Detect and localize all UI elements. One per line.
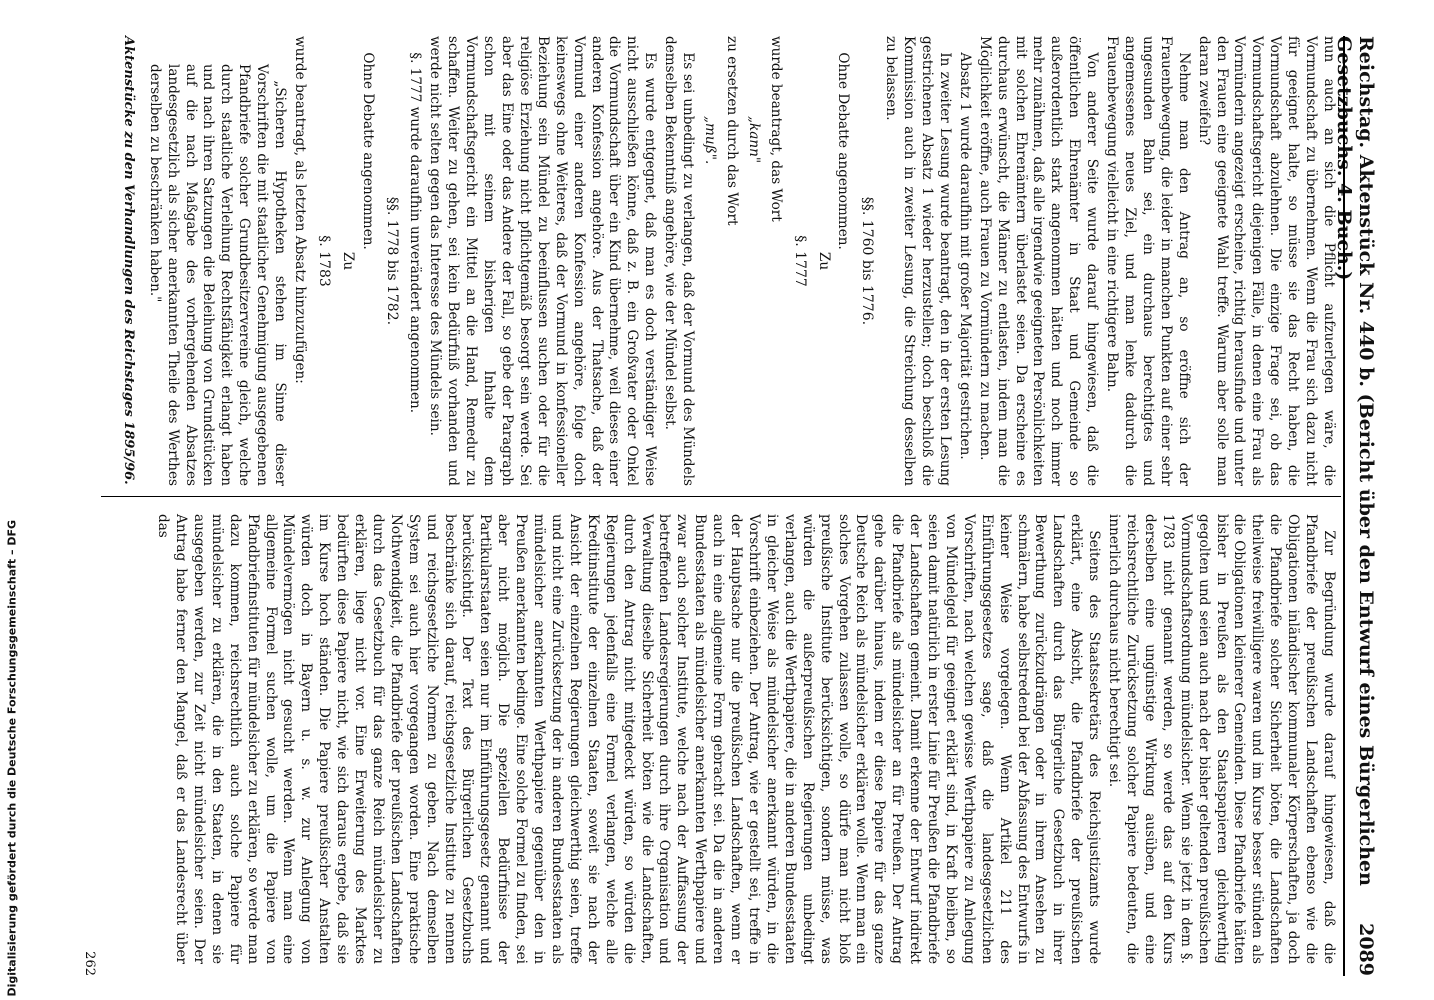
paragraph: Ohne Debatte angenommen. <box>835 52 852 250</box>
page-header <box>1333 36 1385 976</box>
section-heading: §. 1783 <box>315 235 332 287</box>
header-rule <box>1343 36 1345 976</box>
rotated-page-content <box>45 36 1385 976</box>
paragraph: Absatz 1 wurde daraufhin mit großer Majorität gestrichen. <box>956 52 973 460</box>
paragraph: Es wurde entgegnet, daß man es doch verständiger Weise nicht ausschließen könne, daß z. B. ein Großvater oder Onkel die Vormundschaft über ein Kind übernehme, weil dieses einer anderen Konfession angehöre. Aus der Thatsache, daß der Vormund einer anderen Konfession angehöre, folge doch keineswegs ohne Weiteres, daß der Vormund in konfessioneller Beziehung sein Mündel zu beeinflussen suchen oder für die religiöse Erziehung nicht pflichtgemäß besorgt sein werde. Sei aber das Eine oder das Andere der Fall, so gebe der Paragraph schon mit seinem bisherigen Inhalte dem Vormundschaftsgericht ein Mittel an die Hand, Remedur zu schaffen. Weiter zu gehen, sei kein Bedürfniß vorhanden und werde nicht selten gegen das Interesse des Mündels sein. <box>427 36 659 486</box>
paragraph: Nehme man den Antrag an, so eröffne sich der Frauenbewegung, die leider in manchen Punkten auf einer sehr ungesunden Bahn sei, ein durchaus berechtigtes und angemessenes neues Ziel, und man lenke dadurch die Frauenbewegung vielleicht in eine richtigere Bahn. <box>1104 36 1192 486</box>
paragraph: Ohne Debatte angenommen. <box>359 52 376 250</box>
section-heading: §§. 1760 bis 1776. <box>859 196 876 326</box>
paragraph: Zur Begründung wurde darauf hingewiesen, daß die Pfandbriefe der preußischen Landschaften ebenso wie die Obligationen inländischer kommunaler Körperschaften, ja doch die Pfandbriefe solcher Sicherheit böten, die Landschaften theilweise freiwilligere waren und im Kurse besser stünden als die Obligationen kleinerer Gemeinden. Diese Pfandbriefe hätten bisher in Preußen als den Staatspapieren gleichwerthig gegolten und seien auch nach der bisher geltenden preußischen Vormundschaftsordnung mündelsicher. Wenn sie jetzt in dem §. 1783 nicht genannt werden, so werde das auf den Kurs derselben eine ungünstige Wirkung ausüben, und eine reichsrechtliche Zurücksetzung solcher Papiere bedeuten, die innerlich durchaus nicht berechtigt sei. <box>1106 514 1337 964</box>
paragraph: wurde beantragt, als letzten Absatz hinzuzufügen: <box>291 36 308 384</box>
quoted-amendment: „Sicheren Hypotheken stehen im Sinne dieser Vorschriften die mit staatlicher Genehmigung ausgegebenen Pfandbriefe solcher Grundbesitzervereine gleich, welche durch staatliche Verleihung Rechtsfähigkeit erlangt haben und nach ihren Satzungen die Beleihung von Grundstücken auf die nach Maßgabe des vorhergehenden Absatzes landesgesetzlich als sicher anerkannten Theile des Werthes derselben zu beschränken haben." <box>146 64 289 486</box>
document-footer: Aktenstücke zu den Verhandlungen des Reichstages 1895/96. <box>120 36 136 485</box>
paragraph: In zweiter Lesung wurde beantragt, den in der ersten Lesung gestrichenen Absatz 1 wieder herzustellen; doch beschloß die Kommission auch in zweiter Lesung, die Streichung desselben zu belassen. <box>883 36 953 486</box>
header-title: Reichstag. Aktenstück Nr. 440 b. (Bericht über den Entwurf eines Bürgerlichen Gesetzbuchs. 4. Buch.) <box>1333 36 1377 886</box>
right-column <box>151 514 1337 964</box>
section-heading: §. 1777 <box>791 235 808 287</box>
paragraph: zu ersetzen durch das Wort <box>723 36 740 226</box>
section-prefix: Zu <box>815 251 832 271</box>
section-prefix: Zu <box>339 251 356 271</box>
quoted-word: „kann" <box>745 116 762 164</box>
footer-page-number: 262 <box>82 951 97 976</box>
paragraph: Seitens des Staatssekretärs des Reichsjustizamts wurde erklärt, eine Absicht, die Pfandbriefe der preußischen Landschaften durch das Bürgerliche Gesetzbuch in ihrer Bewerthung zurückzudrängen oder in ihrem Ansehen zu schmälern, habe selbstredend bei der Abfassung des Entwurfs in keiner Weise vorgelegen. Wenn Artikel 211 des Einführungsgesetzes sage, daß die landesgesetzlichen Vorschriften, nach welchen gewisse Werthpapiere zu Anlegung von Mündelgeld für geeignet erklärt sind, in Kraft bleiben, so seien damit natürlich in erster Linie für Preußen die Pfandbriefe der Landschaften gemeint. Damit erkenne der Entwurf indirekt die Pfandbriefe als mündelsicher an für Preußen. Der Antrag gehe darüber hinaus, indem er diese Papiere für das ganze Deutsche Reich als mündelsicher erklären wolle. Wenn man ein solches Vorgehen zulassen wolle, so dürfe man nicht bloß preußische Institute berücksichtigen, sondern müsse, was würden die außerpreußischen Regierungen unbedingt verlangen, auch die Werthpapiere, die in anderen Bundesstaaten in gleicher Weise als mündelsicher anerkannt würden, in die Vorschrift einbeziehen. Der Antrag, wie er gestellt sei, treffe in der Hauptsache nur die preußischen Landschaften, wenn er auch in eine allgemeine Form gebracht sei. Da die in anderen Bundesstaaten als mündelsicher anerkannten Werthpapiere und zwar auch solcher Institute, welche nach der Auffassung der betreffenden Landesregierungen durch ihre Organisation und Verwaltung dieselbe Sicherheit böten wie die Landschaften, durch den Antrag nicht mitgedeckt würden, so würden die Regierungen jedenfalls eine Formel verlangen, welche alle Kreditinstitute der einzelnen Staaten, soweit sie nach der Ansicht der einzelnen Regierungen gleichwerthig seien, treffe und nicht eine Zurücksetzung der in anderen Bundesstaaten als mündelsicher anerkannten Werthpapiere gegenüber den in Preußen anerkannten bedinge. Eine solche Formel zu finden, sei aber nicht möglich. Die speziellen Bedürfnisse der Partikularstaaten seien nur im Einführungsgesetz genannt und berücksichtigt. Der Text des Bürgerlichen Gesetzbuchs beschränke sich darauf, reichsgesetzliche Institute zu nennen und reichsgesetzliche Normen zu geben. Nach demselben System sei auch hier vorgegangen worden. Eine praktische Nothwendigkeit, die Pfandbriefe der preußischen Landschaften durch das Gesetzbuch für das ganze Reich mündelsicher zu erklären, liege nicht vor. Eine Erweiterung des Marktes bedürften diese Papiere nicht, wie sich daraus ergebe, daß sie im Kurse hoch ständen. Die Papiere preußischer Anstalten würden doch in Bayern u. s. w. zur Anlegung von Mündelvermögen nicht gesucht werden. Wenn man eine allgemeine Formel suchen wolle, um die Papiere von Pfandbriefinstituten für mündelsicher zu erklären, so werde man dazu kommen, reichsrechtlich auch solche Papiere für mündelsicher zu erklären, die in den Staaten, in denen sie ausgegeben werden, zur Zeit nicht mündelsicher seien. Der Antrag habe ferner den Mangel, daß er das Landesrecht über das <box>155 514 1103 964</box>
quoted-word: „muß". <box>702 116 718 165</box>
paragraph: Es sei unbedingt zu verlangen, daß der Vormund des Mündels demselben Bekenntniß angehöre, wie der Mündel selbst. <box>662 36 697 486</box>
section-heading: §§. 1778 bis 1782. <box>383 196 400 326</box>
paragraph: wurde beantragt, das Wort <box>767 36 784 222</box>
paragraph: nun auch an sich die Pflicht aufzuerlegen wäre, die Vormundschaft zu übernehmen. Wenn die Frau sich dazu nicht für geeignet halte, so müsse sie das Recht haben, die Vormundschaft abzulehnen. Die einzige Frage sei, ob das Vormundschaftsgericht diejenigen Fälle, in denen eine Frau als Vormünderin angezeigt erscheine, richtig herausfinde und unter den Frauen eine geeignete Wahl treffe. Warum aber solle man daran zweifeln? <box>1195 36 1337 486</box>
dfg-credit-strip <box>2 520 19 997</box>
paragraph: Von anderer Seite wurde darauf hingewiesen, daß die öffentlichen Ehrenämter in Staat und Gemeinde so außerordentlich stark angenommen hätten und noch immer mehr zunähmen, daß alle irgendwie geeigneten Persönlichkeiten mit solchen Ehrenämtern überlastet seien. Da erscheine es durchaus erwünscht, die Männer zu entlasten, indem man die Möglichkeit eröffne, auch Frauen zu Vormündern zu machen. <box>976 36 1101 486</box>
column-divider <box>101 496 1341 497</box>
header-page-number: 2089 <box>1355 923 1377 976</box>
left-column <box>119 36 1337 486</box>
paragraph: §. 1777 wurde daraufhin unverändert angenommen. <box>407 52 424 414</box>
dfg-credit-text: Digitalisierung gefördert durch die Deutsche Forschungsgemeinschaft – DFG <box>5 520 19 997</box>
